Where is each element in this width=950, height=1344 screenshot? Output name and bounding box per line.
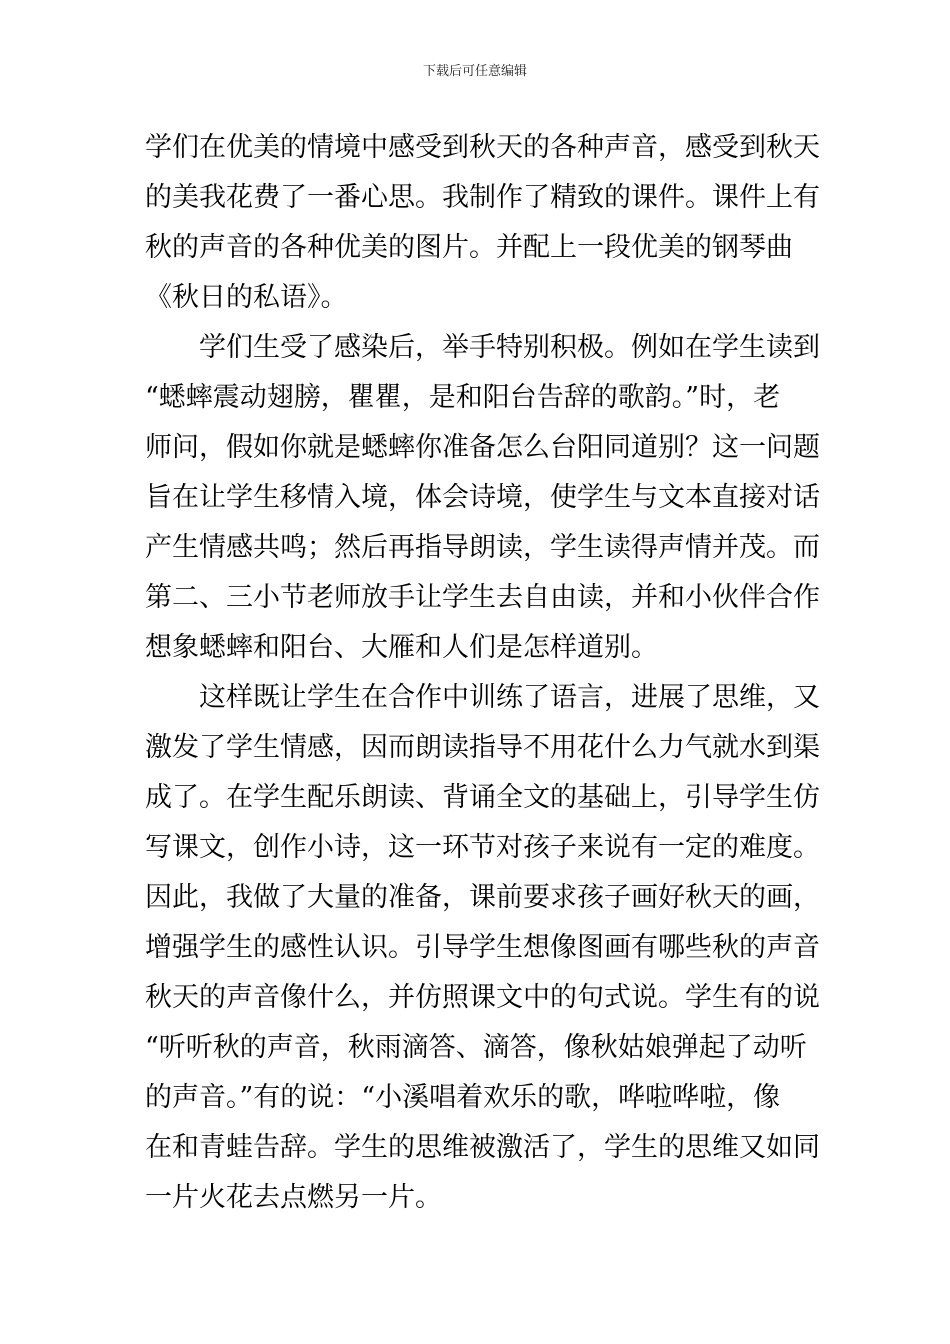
- text-line: 学们生受了感染后，举手特别积极。例如在学生读到: [145, 332, 820, 363]
- text-line: 一片火花去点燃另一片。: [145, 1182, 442, 1213]
- text-line: 成了。在学生配乐朗读、背诵全文的基础上，引导学生仿: [145, 782, 820, 813]
- text-line: 这样既让学生在合作中训练了语言，进展了思维，又: [145, 682, 820, 713]
- text-line: “蟋蟀震动翅膀，瞿瞿，是和阳台告辞的歌韵。”时，老: [145, 382, 781, 413]
- text-line: 因此，我做了大量的准备，课前要求孩子画好秋天的画，: [145, 882, 820, 913]
- text-line: 师问，假如你就是蟋蟀你准备怎么台阳同道别？这一问题: [145, 432, 820, 463]
- text-line: 写课文，创作小诗，这一环节对孩子来说有一定的难度。: [145, 832, 820, 863]
- text-line: 在和青蛙告辞。学生的思维被激活了，学生的思维又如同: [145, 1132, 820, 1163]
- text-line: 秋的声音的各种优美的图片。并配上一段优美的钢琴曲: [145, 232, 793, 263]
- text-line: 的声音。”有的说：“小溪唱着欢乐的歌，哗啦哗啦，像: [145, 1082, 781, 1113]
- text-line: 第二、三小节老师放手让学生去自由读，并和小伙伴合作: [145, 582, 820, 613]
- text-line: 增强学生的感性认识。引导学生想像图画有哪些秋的声音: [145, 932, 820, 963]
- text-line: 激发了学生情感，因而朗读指导不用花什么力气就水到渠: [145, 732, 820, 763]
- text-line: 《秋日的私语》。: [145, 282, 348, 313]
- text-line: “听听秋的声音，秋雨滴答、滴答，像秋姑娘弹起了动听: [145, 1032, 807, 1063]
- text-line: 旨在让学生移情入境，体会诗境，使学生与文本直接对话: [145, 482, 820, 513]
- text-line: 产生情感共鸣；然后再指导朗读，学生读得声情并茂。而: [145, 532, 820, 563]
- text-line: 学们在优美的情境中感受到秋天的各种声音，感受到秋天: [145, 132, 820, 163]
- text-line: 秋天的声音像什么，并仿照课文中的句式说。学生有的说: [145, 982, 820, 1013]
- text-line: 想象蟋蟀和阳台、大雁和人们是怎样道别。: [145, 632, 658, 663]
- text-line: 的美我花费了一番心思。我制作了精致的课件。课件上有: [145, 182, 820, 213]
- page-header: 下载后可任意编辑: [422, 64, 527, 79]
